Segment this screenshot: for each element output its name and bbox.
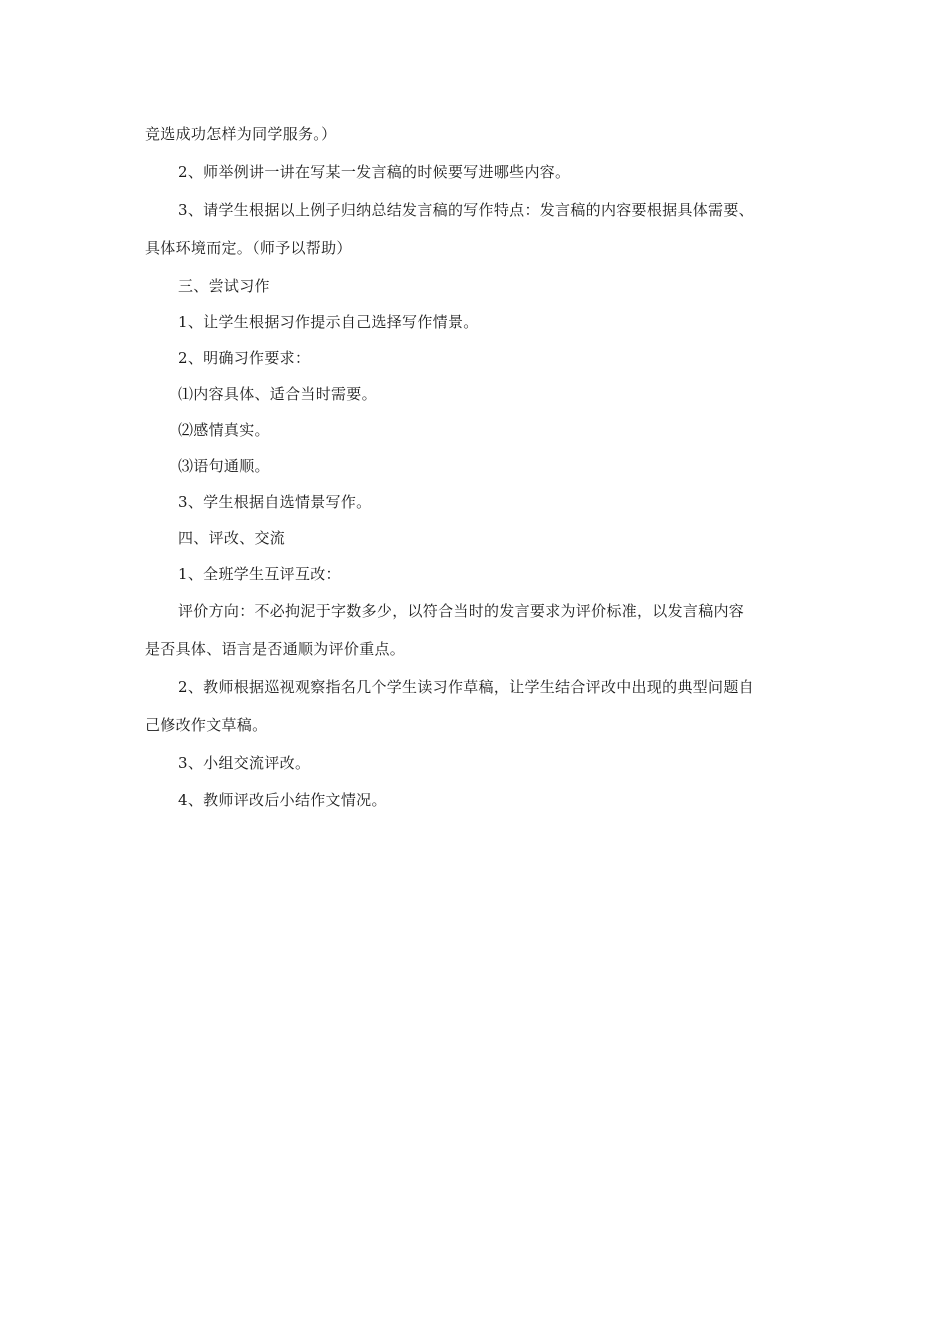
paragraph-line: 3、小组交流评改。 [178, 754, 311, 772]
section-heading: 四、评改、交流 [178, 529, 286, 547]
list-item: ⑴内容具体、适合当时需要。 [178, 385, 377, 403]
list-item: ⑶语句通顺。 [178, 457, 270, 475]
paragraph-line: 是否具体、语言是否通顺为评价重点。 [145, 640, 406, 658]
paragraph-line: 1、全班学生互评互改： [178, 565, 341, 583]
list-item: ⑵感情真实。 [178, 421, 270, 439]
paragraph-line: 己修改作文草稿。 [145, 716, 268, 734]
paragraph-line: 1、让学生根据习作提示自己选择写作情景。 [178, 313, 479, 331]
paragraph-line: 2、师举例讲一讲在写某一发言稿的时候要写进哪些内容。 [178, 163, 571, 181]
paragraph-line: 2、明确习作要求： [178, 349, 311, 367]
paragraph-line: 评价方向：不必拘泥于字数多少，以符合当时的发言要求为评价标准，以发言稿内容 [178, 602, 745, 620]
paragraph-line: 3、请学生根据以上例子归纳总结发言稿的写作特点：发言稿的内容要根据具体需要、 [178, 201, 754, 219]
paragraph-line: 竞选成功怎样为同学服务。） [145, 125, 337, 143]
paragraph-line: 2、教师根据巡视观察指名几个学生读习作草稿，让学生结合评改中出现的典型问题自 [178, 678, 754, 696]
section-heading: 三、尝试习作 [178, 277, 270, 295]
paragraph-line: 具体环境而定。（师予以帮助） [145, 239, 352, 257]
paragraph-line: 3、学生根据自选情景写作。 [178, 493, 372, 511]
paragraph-line: 4、教师评改后小结作文情况。 [178, 791, 387, 809]
